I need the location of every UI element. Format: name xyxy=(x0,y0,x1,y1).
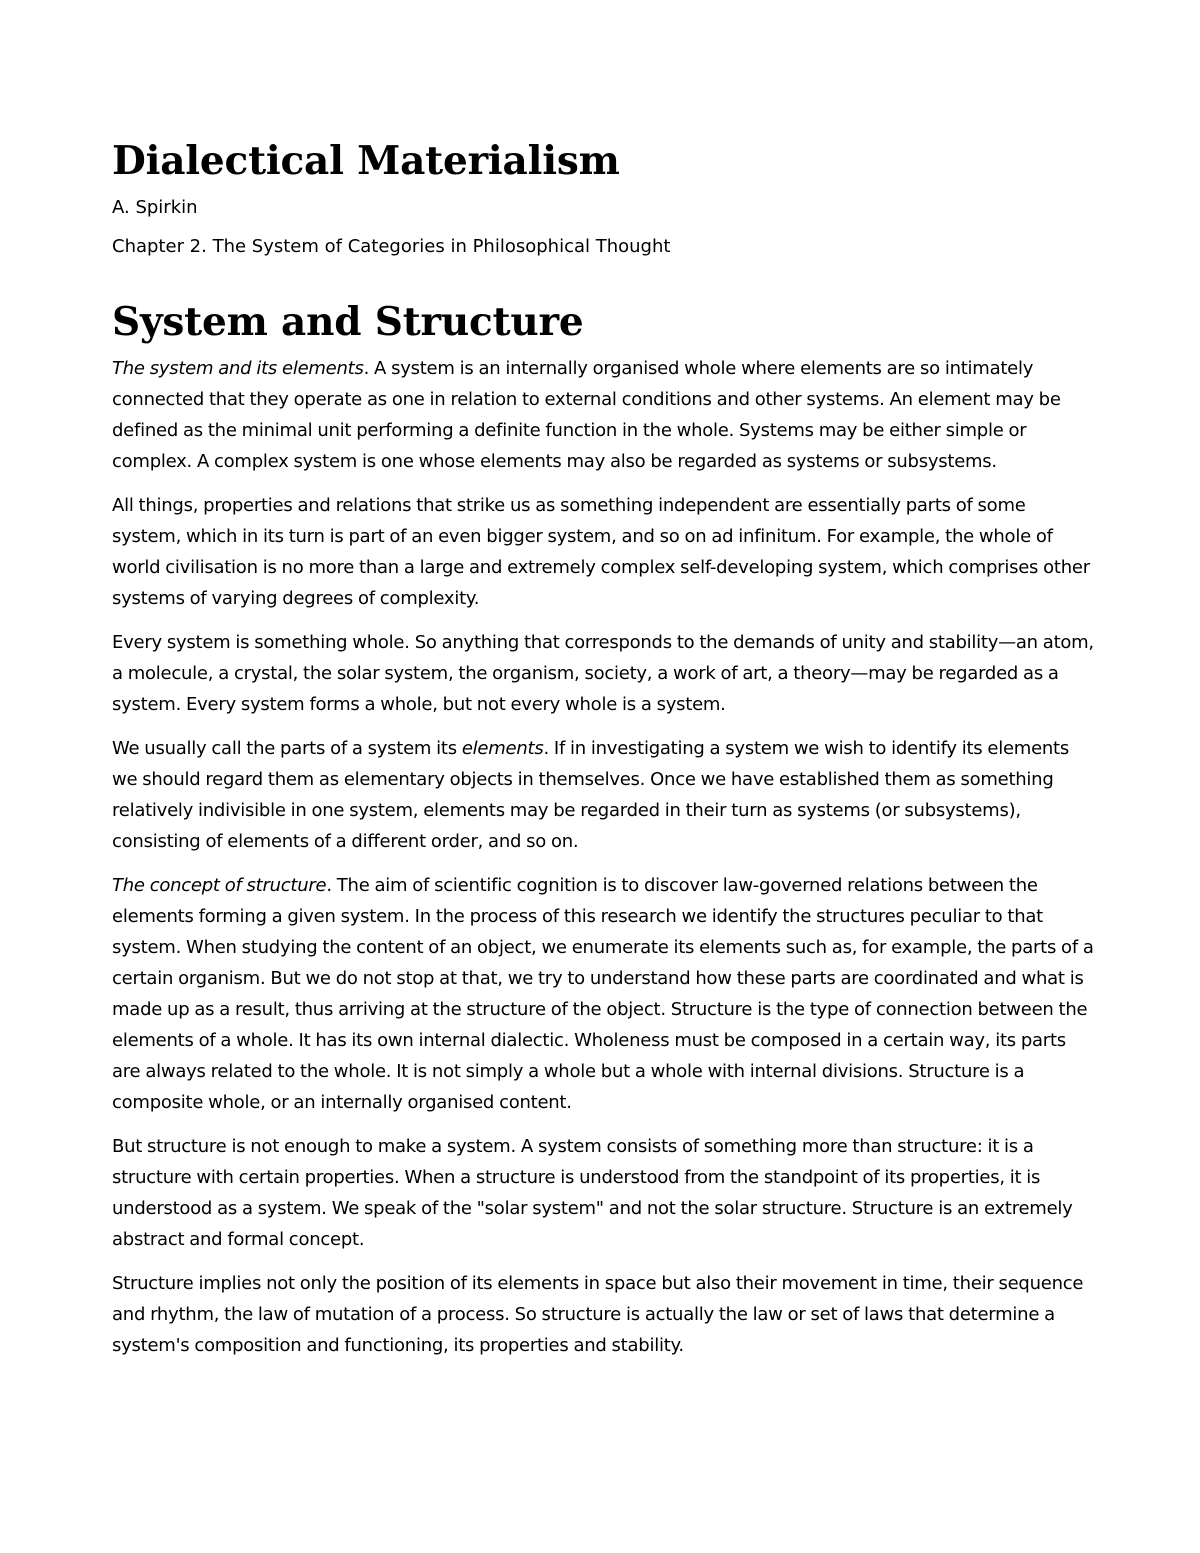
author-line: A. Spirkin xyxy=(112,197,198,218)
paragraph-6: But structure is not enough to make a system. A system consists of something more than structure: it is a structure with certain properties. When a structure is understood from the standpoint of its properties, it is understood as a system. We speak of the "solar system" and not the solar structure. Structure is an extremely abstract and formal concept. xyxy=(112,1136,1073,1250)
paragraph-3: Every system is something whole. So anything that corresponds to the demands of unity and stability—an atom, a molecule, a crystal, the solar system, the organism, society, a work of art, a theory—may be regarded as a system. Every system forms a whole, but not every whole is a system. xyxy=(112,632,1094,715)
section-title: System and Structure xyxy=(112,299,584,345)
paragraph-4-emphasis: elements xyxy=(461,738,544,759)
document-title: Dialectical Materialism xyxy=(112,138,620,184)
paragraph-1 xyxy=(112,353,1097,477)
chapter-line: Chapter 2. The System of Categories in Philosophical Thought xyxy=(112,236,671,257)
paragraph-7: Structure implies not only the position of its elements in space but also their movement in time, their sequence and rhythm, the law of mutation of a process. So structure is actually the law or set of laws that determine a system's composition and functioning, its properties and stability. xyxy=(112,1273,1084,1356)
document-page xyxy=(112,136,1097,1374)
paragraph-4-after: . If in investigating a system we wish to identify its elements we should regard them as elementary objects in themselves. Once we have established them as something relatively indivisible in one system, elements may be regarded in their turn as systems (or subsystems), consisting of elements of a different order, and so on. xyxy=(112,738,1069,852)
paragraph-5-lead: The concept of structure xyxy=(112,875,327,896)
paragraph-1-text: . A system is an internally organised whole where elements are so intimately connected that they operate as one in relation to external conditions and other systems. An element may be defined as the minimal unit performing a definite function in the whole. Systems may be either simple or complex. A complex system is one whose elements may also be regarded as systems or subsystems. xyxy=(112,358,1061,472)
paragraph-5 xyxy=(112,870,1097,1118)
paragraph-2: All things, properties and relations that strike us as something independent are essentially parts of some system, which in its turn is part of an even bigger system, and so on ad infinitum. For example, the whole of world civilisation is no more than a large and extremely complex self-developing system, which comprises other systems of varying degrees of complexity. xyxy=(112,495,1090,609)
paragraph-5-text: . The aim of scientific cognition is to discover law-governed relations between the elements forming a given system. In the process of this research we identify the structures peculiar to that system. When studying the content of an object, we enumerate its elements such as, for example, the parts of a certain organism. But we do not stop at that, we try to understand how these parts are coordinated and what is made up as a result, thus arriving at the structure of the object. Structure is the type of connection between the elements of a whole. It has its own internal dialectic. Wholeness must be composed in a certain way, its parts are always related to the whole. It is not simply a whole but a whole with internal divisions. Structure is a composite whole, or an internally organised content. xyxy=(112,875,1094,1113)
paragraph-4 xyxy=(112,733,1097,857)
paragraph-1-lead: The system and its elements xyxy=(112,358,364,379)
paragraph-4-before: We usually call the parts of a system its xyxy=(112,738,462,759)
